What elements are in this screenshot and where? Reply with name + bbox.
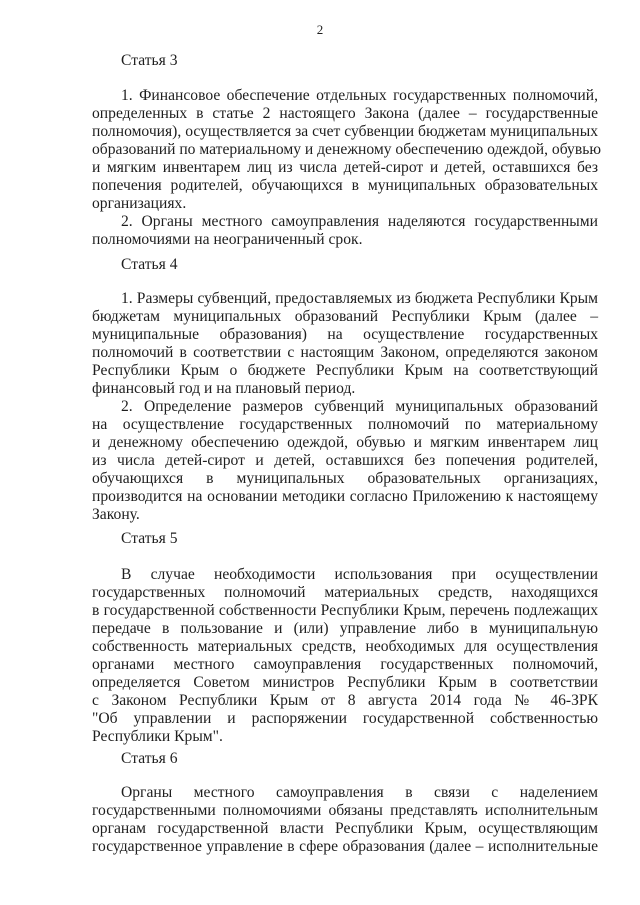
article-3-p1-line-1: 1. Финансовое обеспечение отдельных государственных полномочий,	[121, 87, 598, 104]
article-6-p1-line-3: органам государственной власти Республики Крым, осуществляющим	[92, 820, 598, 837]
article-3-p1-line-4: образований по материальному и денежному обеспечению одеждой, обувью	[92, 141, 601, 158]
article-5-p1-line-6: органами местного самоуправления государственных полномочий,	[92, 656, 598, 673]
article-5-p1-line-9: "Об управлении и распоряжении государственной собственностью	[92, 710, 598, 727]
article-5-p1-line-4: передаче в пользование и (или) управление либо в муниципальную	[92, 620, 598, 637]
article-4-p1-line-6: финансовый год и на плановый период.	[92, 380, 356, 397]
article-4-p2-line-6: производится на основании методики согласно Приложению к настоящему	[92, 488, 598, 505]
article-5-p1-line-2: государственных полномочий материальных средств, находящихся	[92, 584, 598, 601]
article-3-p1-line-6: попечения родителей, обучающихся в муниципальных образовательных	[92, 177, 598, 194]
article-5-p1-line-5: собственность материальных средств, необходимых для осуществления	[92, 638, 598, 655]
article-4-p1-line-4: полномочий в соответствии с настоящим Законом, определяются законом	[92, 344, 598, 361]
article-5-p1-line-10: Республики Крым".	[92, 728, 223, 745]
article-6-p1-line-1: Органы местного самоуправления в связи с наделением	[121, 784, 598, 801]
article-4-p2-line-5: обучающихся в муниципальных образовательных организациях,	[92, 470, 598, 487]
article-6-p1-line-2: государственными полномочиями обязаны представлять исполнительным	[92, 802, 598, 819]
article-4-p1-line-1: 1. Размеры субвенций, предоставляемых из бюджета Республики Крым	[121, 290, 598, 307]
article-6-heading: Статья 6	[121, 750, 178, 767]
article-3-p1-line-3: полномочия), осуществляется за счет субвенции бюджетам муниципальных	[92, 123, 598, 140]
article-4-heading: Статья 4	[121, 256, 178, 273]
article-4-p2-line-3: и денежному обеспечению одеждой, обувью и мягким инвентарем лиц	[92, 434, 598, 451]
article-6-p1-line-4: государственное управление в сфере образования (далее – исполнительные	[92, 838, 598, 855]
article-5-p1-line-3: в государственной собственности Республики Крым, перечень подлежащих	[92, 602, 598, 619]
article-4-p1-line-3: муниципальные образования) на осуществление государственных	[92, 326, 598, 343]
article-5-p1-line-7: определяется Советом министров Республики Крым в соответствии	[92, 674, 598, 691]
article-4-p2-line-4: из числа детей-сирот и детей, оставшихся без попечения родителей,	[92, 452, 598, 469]
article-4-p2-line-1: 2. Определение размеров субвенций муниципальных образований	[121, 398, 598, 415]
article-4-p2-line-7: Закону.	[92, 506, 140, 523]
article-3-p2-line-2: полномочиями на неограниченный срок.	[92, 231, 363, 248]
article-5-heading: Статья 5	[121, 530, 178, 547]
article-4-p1-line-5: Республики Крым о бюджете Республики Крым на соответствующий	[92, 362, 598, 379]
article-3-p1-line-2: определенных в статье 2 настоящего Закона (далее – государственные	[92, 105, 598, 122]
article-4-p1-line-2: бюджетам муниципальных образований Республики Крым (далее –	[92, 308, 598, 325]
article-3-p1-line-7: организациях.	[92, 195, 187, 212]
article-4-p2-line-2: на осуществление государственных полномочий по материальному	[92, 416, 598, 433]
article-3-p1-line-5: и мягким инвентарем лиц из числа детей-сирот и детей, оставшихся без	[92, 159, 598, 176]
article-3-heading: Статья 3	[121, 52, 178, 69]
page-number: 2	[316, 22, 324, 37]
article-5-p1-line-1: В случае необходимости использования при осуществлении	[121, 566, 598, 583]
article-5-p1-line-8: с Законом Республики Крым от 8 августа 2014 года № 46-ЗРК	[92, 692, 598, 709]
article-3-p2-line-1: 2. Органы местного самоуправления наделяются государственными	[121, 213, 598, 230]
